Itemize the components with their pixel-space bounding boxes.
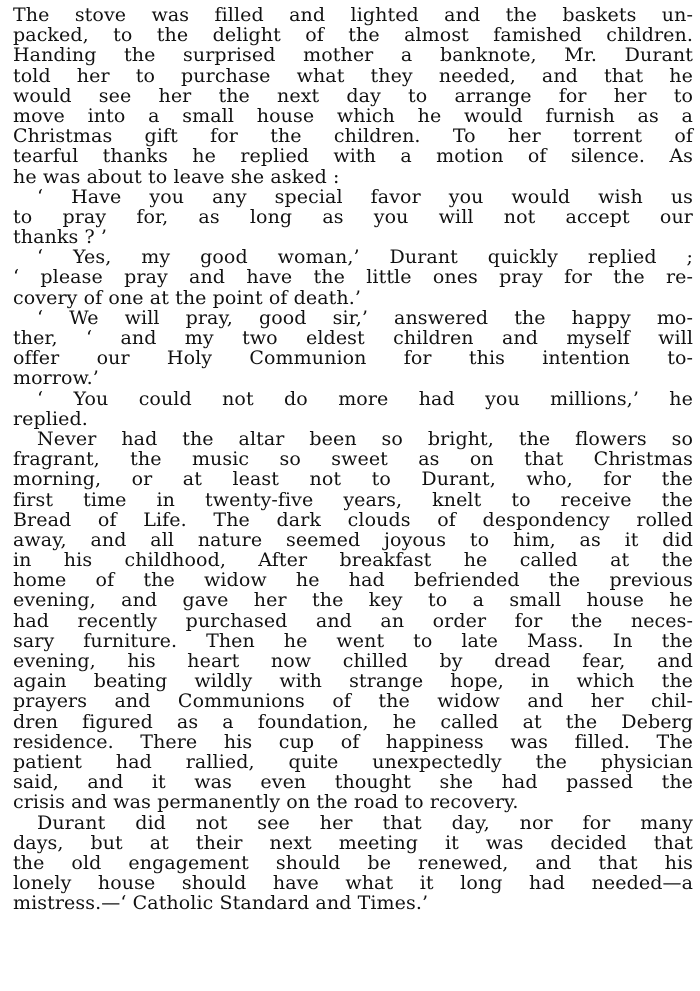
text-line: sary furniture. Then he went to late Mass. In the: [13, 629, 693, 652]
text-line: morning, or at least not to Durant, who, for the: [13, 468, 693, 491]
text-line: first time in twenty-five years, knelt to receive the: [13, 488, 693, 511]
text-line: covery of one at the point of death.’: [13, 286, 362, 309]
text-line: home of the widow he had befriended the previous: [13, 569, 693, 592]
paragraph: [13, 5, 693, 187]
text-line: residence. There his cup of happiness was filled. The: [13, 730, 693, 753]
text-line: morrow.’: [13, 367, 99, 390]
text-line: again beating wildly with strange hope, in which the: [13, 670, 693, 693]
text-line: Never had the altar been so bright, the flowers so: [37, 427, 693, 450]
text-line: crisis and was permanently on the road to recovery.: [13, 791, 519, 814]
text-line: thanks ? ’: [13, 226, 108, 249]
paragraph: [13, 429, 693, 813]
article-text: [13, 5, 693, 913]
text-line: evening, and gave her the key to a small house he: [13, 589, 693, 612]
text-line: evening, his heart now chilled by dread fear, and: [13, 650, 693, 672]
text-line: the old engagement should be renewed, and that his: [13, 851, 693, 874]
paragraph: [13, 813, 693, 914]
text-line: in his childhood, After breakfast he called at the: [13, 549, 693, 572]
text-line: The stove was filled and lighted and the baskets un-: [13, 4, 693, 26]
text-line: ther, ‘ and my two eldest children and myself will: [13, 327, 693, 349]
text-line: to pray for, as long as you will not accept our: [13, 205, 693, 228]
text-line: ‘ You could not do more had you millions,’ he: [37, 387, 693, 410]
text-line: days, but at their next meeting it was decided that: [13, 831, 693, 854]
text-line: move into a small house which he would furnish as a: [13, 104, 693, 127]
text-line: dren figured as a foundation, he called at the Deberg: [13, 710, 693, 733]
text-line: replied.: [13, 407, 88, 430]
text-line: away, and all nature seemed joyous to him, as it did: [13, 528, 693, 551]
text-line: lonely house should have what it long had needed—a: [13, 872, 693, 895]
text-line: told her to purchase what they needed, and that he: [13, 64, 693, 87]
text-line: prayers and Communions of the widow and her chil-: [13, 690, 693, 713]
text-line: offer our Holy Communion for this intention to-: [13, 347, 693, 370]
paragraph: [13, 187, 693, 248]
text-line: packed, to the delight of the almost famished children.: [13, 24, 693, 47]
text-line: ‘ please pray and have the little ones pray for the re-: [13, 266, 693, 289]
paragraph: [13, 389, 693, 429]
paragraph: [13, 247, 693, 308]
text-line: would see her the next day to arrange for her to: [13, 84, 693, 107]
text-line: patient had rallied, quite unexpectedly the physician: [13, 750, 693, 773]
text-line: tearful thanks he replied with a motion of silence. As: [13, 145, 693, 168]
text-line: Bread of Life. The dark clouds of despondency rolled: [13, 508, 693, 531]
text-line: ‘ We will pray, good sir,’ answered the happy mo-: [37, 306, 693, 329]
text-line: said, and it was even thought she had passed the: [13, 771, 693, 794]
text-line: fragrant, the music so sweet as on that Christmas: [13, 448, 693, 471]
text-line: had recently purchased and an order for the neces-: [13, 609, 693, 632]
text-line: ‘ Yes, my good woman,’ Durant quickly replied ;: [37, 246, 693, 269]
text-line: ‘ Have you any special favor you would wish us: [37, 185, 693, 208]
text-line: he was about to leave she asked :: [13, 165, 340, 188]
paragraph: [13, 308, 693, 389]
text-line: Durant did not see her that day, nor for many: [37, 811, 693, 834]
text-line: Christmas gift for the children. To her torrent of: [13, 125, 693, 148]
text-line: mistress.—‘ Catholic Standard and Times.’: [13, 892, 429, 915]
text-line: Handing the surprised mother a banknote, Mr. Durant: [13, 44, 693, 67]
